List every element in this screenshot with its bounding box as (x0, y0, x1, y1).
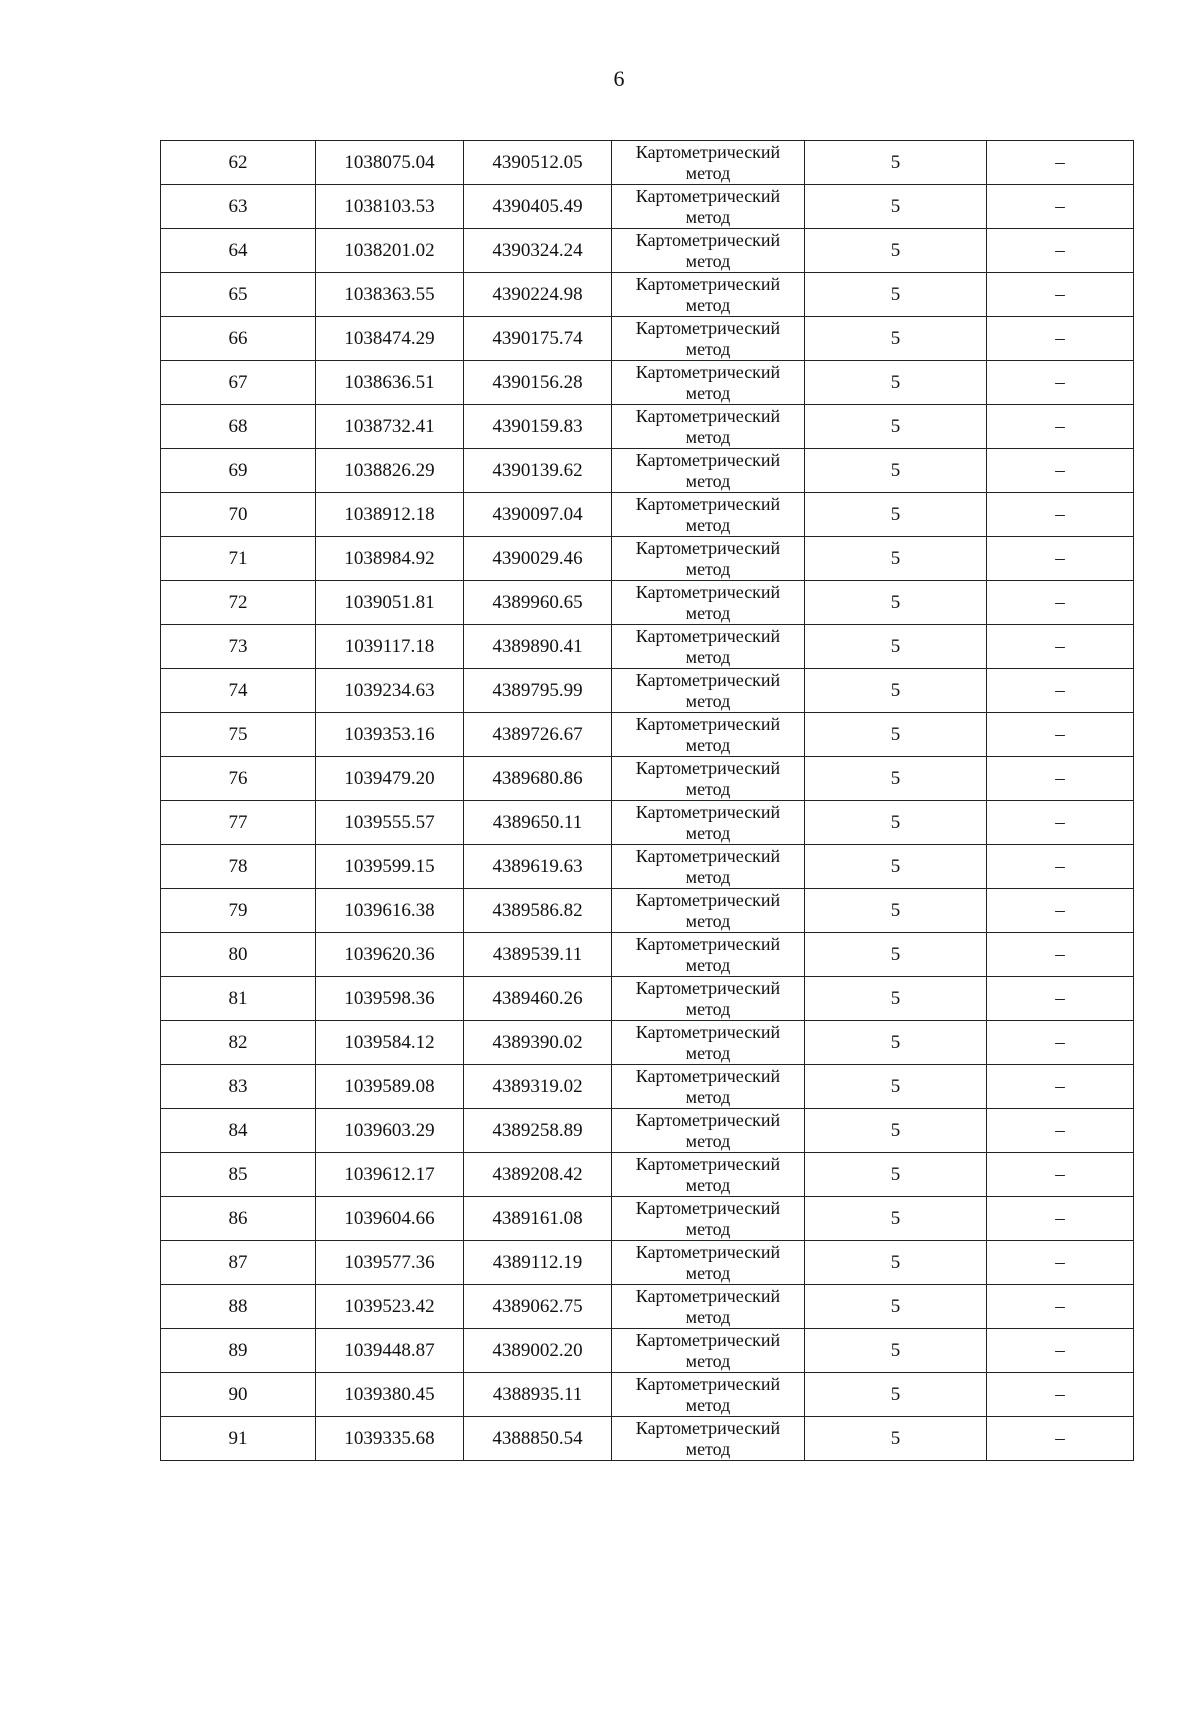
y-coordinate-cell: 4389258.89 (464, 1109, 612, 1153)
method-line-1: Картометрический (635, 361, 781, 382)
method-line-1: Картометрический (635, 713, 781, 734)
table-row (161, 581, 1134, 625)
y-coordinate-cell: 4389960.65 (464, 581, 612, 625)
table-row (161, 1241, 1134, 1285)
method-line-2: метод (685, 734, 731, 755)
point-number-cell: 87 (161, 1241, 316, 1285)
point-number-cell: 78 (161, 845, 316, 889)
accuracy-cell: 5 (805, 1153, 987, 1197)
method-cell (612, 1285, 805, 1329)
method-line-2: метод (685, 998, 731, 1019)
point-number-cell: 86 (161, 1197, 316, 1241)
method-cell (612, 449, 805, 493)
accuracy-cell: 5 (805, 185, 987, 229)
accuracy-cell: 5 (805, 1241, 987, 1285)
method-cell (612, 273, 805, 317)
y-coordinate-cell: 4390139.62 (464, 449, 612, 493)
point-number-cell: 65 (161, 273, 316, 317)
accuracy-cell: 5 (805, 581, 987, 625)
method-line-2: метод (685, 954, 731, 975)
method-line-1: Картометрический (635, 449, 781, 470)
accuracy-cell: 5 (805, 273, 987, 317)
accuracy-cell: 5 (805, 713, 987, 757)
table-row (161, 1285, 1134, 1329)
method-cell (612, 801, 805, 845)
y-coordinate-cell: 4389619.63 (464, 845, 612, 889)
point-number-cell: 85 (161, 1153, 316, 1197)
method-line-2: метод (685, 1174, 731, 1195)
accuracy-cell: 5 (805, 493, 987, 537)
accuracy-cell: 5 (805, 405, 987, 449)
table-row (161, 757, 1134, 801)
table-row (161, 713, 1134, 757)
point-number-cell: 70 (161, 493, 316, 537)
method-line-1: Картометрический (635, 977, 781, 998)
note-cell: – (987, 317, 1134, 361)
table-row (161, 801, 1134, 845)
method-cell (612, 669, 805, 713)
method-line-1: Картометрический (635, 273, 781, 294)
x-coordinate-cell: 1039584.12 (316, 1021, 464, 1065)
y-coordinate-cell: 4389002.20 (464, 1329, 612, 1373)
x-coordinate-cell: 1039335.68 (316, 1417, 464, 1461)
x-coordinate-cell: 1039117.18 (316, 625, 464, 669)
note-cell: – (987, 933, 1134, 977)
y-coordinate-cell: 4389208.42 (464, 1153, 612, 1197)
x-coordinate-cell: 1039616.38 (316, 889, 464, 933)
method-cell (612, 1241, 805, 1285)
note-cell: – (987, 1241, 1134, 1285)
method-line-1: Картометрический (635, 229, 781, 250)
note-cell: – (987, 1065, 1134, 1109)
method-line-2: метод (685, 338, 731, 359)
note-cell: – (987, 185, 1134, 229)
note-cell: – (987, 1021, 1134, 1065)
method-line-2: метод (685, 778, 731, 799)
method-line-2: метод (685, 1042, 731, 1063)
method-cell (612, 405, 805, 449)
method-cell (612, 977, 805, 1021)
method-line-2: метод (685, 866, 731, 887)
accuracy-cell: 5 (805, 141, 987, 185)
point-number-cell: 71 (161, 537, 316, 581)
table-row (161, 537, 1134, 581)
y-coordinate-cell: 4390512.05 (464, 141, 612, 185)
y-coordinate-cell: 4390324.24 (464, 229, 612, 273)
method-line-2: метод (685, 1350, 731, 1371)
y-coordinate-cell: 4389726.67 (464, 713, 612, 757)
method-line-1: Картометрический (635, 1197, 781, 1218)
y-coordinate-cell: 4389586.82 (464, 889, 612, 933)
x-coordinate-cell: 1038732.41 (316, 405, 464, 449)
table-row (161, 493, 1134, 537)
x-coordinate-cell: 1039612.17 (316, 1153, 464, 1197)
point-number-cell: 83 (161, 1065, 316, 1109)
accuracy-cell: 5 (805, 317, 987, 361)
method-cell (612, 1153, 805, 1197)
y-coordinate-cell: 4390097.04 (464, 493, 612, 537)
table-row (161, 845, 1134, 889)
accuracy-cell: 5 (805, 889, 987, 933)
note-cell: – (987, 1197, 1134, 1241)
y-coordinate-cell: 4388935.11 (464, 1373, 612, 1417)
point-number-cell: 72 (161, 581, 316, 625)
note-cell: – (987, 1329, 1134, 1373)
x-coordinate-cell: 1039603.29 (316, 1109, 464, 1153)
method-line-1: Картометрический (635, 493, 781, 514)
y-coordinate-cell: 4390175.74 (464, 317, 612, 361)
method-line-2: метод (685, 426, 731, 447)
point-number-cell: 91 (161, 1417, 316, 1461)
x-coordinate-cell: 1038912.18 (316, 493, 464, 537)
x-coordinate-cell: 1038826.29 (316, 449, 464, 493)
note-cell: – (987, 1373, 1134, 1417)
note-cell: – (987, 493, 1134, 537)
x-coordinate-cell: 1039598.36 (316, 977, 464, 1021)
x-coordinate-cell: 1038363.55 (316, 273, 464, 317)
y-coordinate-cell: 4389390.02 (464, 1021, 612, 1065)
method-line-1: Картометрический (635, 1153, 781, 1174)
note-cell: – (987, 801, 1134, 845)
method-line-2: метод (685, 470, 731, 491)
method-cell (612, 713, 805, 757)
point-number-cell: 68 (161, 405, 316, 449)
note-cell: – (987, 889, 1134, 933)
x-coordinate-cell: 1039577.36 (316, 1241, 464, 1285)
table-row (161, 1109, 1134, 1153)
method-line-1: Картометрический (635, 889, 781, 910)
table-row (161, 977, 1134, 1021)
x-coordinate-cell: 1039589.08 (316, 1065, 464, 1109)
point-number-cell: 66 (161, 317, 316, 361)
method-cell (612, 317, 805, 361)
accuracy-cell: 5 (805, 449, 987, 493)
method-line-1: Картометрический (635, 317, 781, 338)
y-coordinate-cell: 4389539.11 (464, 933, 612, 977)
table-row (161, 185, 1134, 229)
y-coordinate-cell: 4389890.41 (464, 625, 612, 669)
method-cell (612, 933, 805, 977)
method-cell (612, 889, 805, 933)
table-row (161, 889, 1134, 933)
accuracy-cell: 5 (805, 1021, 987, 1065)
method-line-1: Картометрический (635, 1373, 781, 1394)
table-row (161, 625, 1134, 669)
point-number-cell: 63 (161, 185, 316, 229)
method-cell (612, 493, 805, 537)
note-cell: – (987, 1153, 1134, 1197)
table-row (161, 1373, 1134, 1417)
method-cell (612, 1329, 805, 1373)
x-coordinate-cell: 1039353.16 (316, 713, 464, 757)
accuracy-cell: 5 (805, 1065, 987, 1109)
x-coordinate-cell: 1038201.02 (316, 229, 464, 273)
accuracy-cell: 5 (805, 625, 987, 669)
y-coordinate-cell: 4389112.19 (464, 1241, 612, 1285)
point-number-cell: 73 (161, 625, 316, 669)
x-coordinate-cell: 1039523.42 (316, 1285, 464, 1329)
accuracy-cell: 5 (805, 1197, 987, 1241)
note-cell: – (987, 669, 1134, 713)
note-cell: – (987, 273, 1134, 317)
x-coordinate-cell: 1039599.15 (316, 845, 464, 889)
x-coordinate-cell: 1039448.87 (316, 1329, 464, 1373)
method-line-2: метод (685, 1394, 731, 1415)
table-row (161, 1417, 1134, 1461)
method-line-1: Картометрический (635, 801, 781, 822)
table-row (161, 1021, 1134, 1065)
accuracy-cell: 5 (805, 1373, 987, 1417)
table-row (161, 229, 1134, 273)
y-coordinate-cell: 4389062.75 (464, 1285, 612, 1329)
accuracy-cell: 5 (805, 361, 987, 405)
method-cell (612, 625, 805, 669)
method-cell (612, 141, 805, 185)
point-number-cell: 79 (161, 889, 316, 933)
method-cell (612, 1197, 805, 1241)
method-line-2: метод (685, 206, 731, 227)
method-cell (612, 1021, 805, 1065)
method-line-2: метод (685, 514, 731, 535)
x-coordinate-cell: 1039555.57 (316, 801, 464, 845)
table-row (161, 933, 1134, 977)
method-cell (612, 1065, 805, 1109)
point-number-cell: 75 (161, 713, 316, 757)
method-line-1: Картометрический (635, 1109, 781, 1130)
method-line-1: Картометрический (635, 141, 781, 162)
y-coordinate-cell: 4389319.02 (464, 1065, 612, 1109)
y-coordinate-cell: 4389161.08 (464, 1197, 612, 1241)
method-line-2: метод (685, 382, 731, 403)
y-coordinate-cell: 4390405.49 (464, 185, 612, 229)
note-cell: – (987, 1417, 1134, 1461)
point-number-cell: 67 (161, 361, 316, 405)
method-line-2: метод (685, 1218, 731, 1239)
method-line-1: Картометрический (635, 757, 781, 778)
table-row (161, 449, 1134, 493)
method-cell (612, 1109, 805, 1153)
point-number-cell: 90 (161, 1373, 316, 1417)
method-cell (612, 1373, 805, 1417)
y-coordinate-cell: 4390029.46 (464, 537, 612, 581)
note-cell: – (987, 713, 1134, 757)
accuracy-cell: 5 (805, 669, 987, 713)
method-line-2: метод (685, 602, 731, 623)
method-line-1: Картометрический (635, 845, 781, 866)
method-cell (612, 581, 805, 625)
method-line-1: Картометрический (635, 581, 781, 602)
method-line-1: Картометрический (635, 1241, 781, 1262)
table-row (161, 317, 1134, 361)
point-number-cell: 89 (161, 1329, 316, 1373)
y-coordinate-cell: 4389680.86 (464, 757, 612, 801)
point-number-cell: 81 (161, 977, 316, 1021)
method-line-1: Картометрический (635, 405, 781, 426)
note-cell: – (987, 845, 1134, 889)
note-cell: – (987, 141, 1134, 185)
table-row (161, 141, 1134, 185)
accuracy-cell: 5 (805, 977, 987, 1021)
method-line-1: Картометрический (635, 625, 781, 646)
method-line-1: Картометрический (635, 669, 781, 690)
y-coordinate-cell: 4390159.83 (464, 405, 612, 449)
x-coordinate-cell: 1038636.51 (316, 361, 464, 405)
method-cell (612, 757, 805, 801)
point-number-cell: 62 (161, 141, 316, 185)
method-line-2: метод (685, 910, 731, 931)
point-number-cell: 76 (161, 757, 316, 801)
coordinates-table-body (161, 141, 1134, 1461)
x-coordinate-cell: 1039604.66 (316, 1197, 464, 1241)
note-cell: – (987, 581, 1134, 625)
method-line-1: Картометрический (635, 1417, 781, 1438)
table-row (161, 361, 1134, 405)
y-coordinate-cell: 4390156.28 (464, 361, 612, 405)
x-coordinate-cell: 1039234.63 (316, 669, 464, 713)
method-line-1: Картометрический (635, 1285, 781, 1306)
x-coordinate-cell: 1038103.53 (316, 185, 464, 229)
x-coordinate-cell: 1038984.92 (316, 537, 464, 581)
method-line-2: метод (685, 1306, 731, 1327)
coordinates-table (160, 140, 1134, 1461)
method-line-1: Картометрический (635, 933, 781, 954)
method-line-2: метод (685, 162, 731, 183)
method-cell (612, 361, 805, 405)
method-line-2: метод (685, 294, 731, 315)
method-line-2: метод (685, 1086, 731, 1107)
accuracy-cell: 5 (805, 1417, 987, 1461)
note-cell: – (987, 625, 1134, 669)
note-cell: – (987, 757, 1134, 801)
x-coordinate-cell: 1039051.81 (316, 581, 464, 625)
y-coordinate-cell: 4389795.99 (464, 669, 612, 713)
point-number-cell: 64 (161, 229, 316, 273)
note-cell: – (987, 537, 1134, 581)
table-row (161, 1153, 1134, 1197)
method-line-1: Картометрический (635, 537, 781, 558)
table-row (161, 1329, 1134, 1373)
method-cell (612, 537, 805, 581)
method-cell (612, 185, 805, 229)
point-number-cell: 77 (161, 801, 316, 845)
point-number-cell: 84 (161, 1109, 316, 1153)
x-coordinate-cell: 1039380.45 (316, 1373, 464, 1417)
x-coordinate-cell: 1038075.04 (316, 141, 464, 185)
x-coordinate-cell: 1038474.29 (316, 317, 464, 361)
method-line-1: Картометрический (635, 1329, 781, 1350)
method-line-1: Картометрический (635, 1021, 781, 1042)
point-number-cell: 82 (161, 1021, 316, 1065)
note-cell: – (987, 449, 1134, 493)
note-cell: – (987, 1285, 1134, 1329)
method-line-2: метод (685, 690, 731, 711)
accuracy-cell: 5 (805, 757, 987, 801)
point-number-cell: 80 (161, 933, 316, 977)
accuracy-cell: 5 (805, 1109, 987, 1153)
accuracy-cell: 5 (805, 1285, 987, 1329)
method-cell (612, 845, 805, 889)
method-cell (612, 1417, 805, 1461)
method-line-1: Картометрический (635, 1065, 781, 1086)
x-coordinate-cell: 1039620.36 (316, 933, 464, 977)
method-line-2: метод (685, 1438, 731, 1459)
y-coordinate-cell: 4389460.26 (464, 977, 612, 1021)
table-row (161, 669, 1134, 713)
note-cell: – (987, 361, 1134, 405)
method-line-2: метод (685, 1262, 731, 1283)
method-line-1: Картометрический (635, 185, 781, 206)
method-line-2: метод (685, 822, 731, 843)
note-cell: – (987, 405, 1134, 449)
accuracy-cell: 5 (805, 537, 987, 581)
accuracy-cell: 5 (805, 1329, 987, 1373)
method-line-2: метод (685, 1130, 731, 1151)
y-coordinate-cell: 4389650.11 (464, 801, 612, 845)
accuracy-cell: 5 (805, 229, 987, 273)
note-cell: – (987, 977, 1134, 1021)
table-row (161, 1065, 1134, 1109)
note-cell: – (987, 229, 1134, 273)
note-cell: – (987, 1109, 1134, 1153)
page-number: 6 (613, 66, 625, 91)
point-number-cell: 88 (161, 1285, 316, 1329)
method-cell (612, 229, 805, 273)
table-row (161, 273, 1134, 317)
table-row (161, 1197, 1134, 1241)
accuracy-cell: 5 (805, 801, 987, 845)
y-coordinate-cell: 4390224.98 (464, 273, 612, 317)
accuracy-cell: 5 (805, 845, 987, 889)
table-row (161, 405, 1134, 449)
point-number-cell: 69 (161, 449, 316, 493)
method-line-2: метод (685, 646, 731, 667)
y-coordinate-cell: 4388850.54 (464, 1417, 612, 1461)
point-number-cell: 74 (161, 669, 316, 713)
x-coordinate-cell: 1039479.20 (316, 757, 464, 801)
method-line-2: метод (685, 250, 731, 271)
method-line-2: метод (685, 558, 731, 579)
accuracy-cell: 5 (805, 933, 987, 977)
